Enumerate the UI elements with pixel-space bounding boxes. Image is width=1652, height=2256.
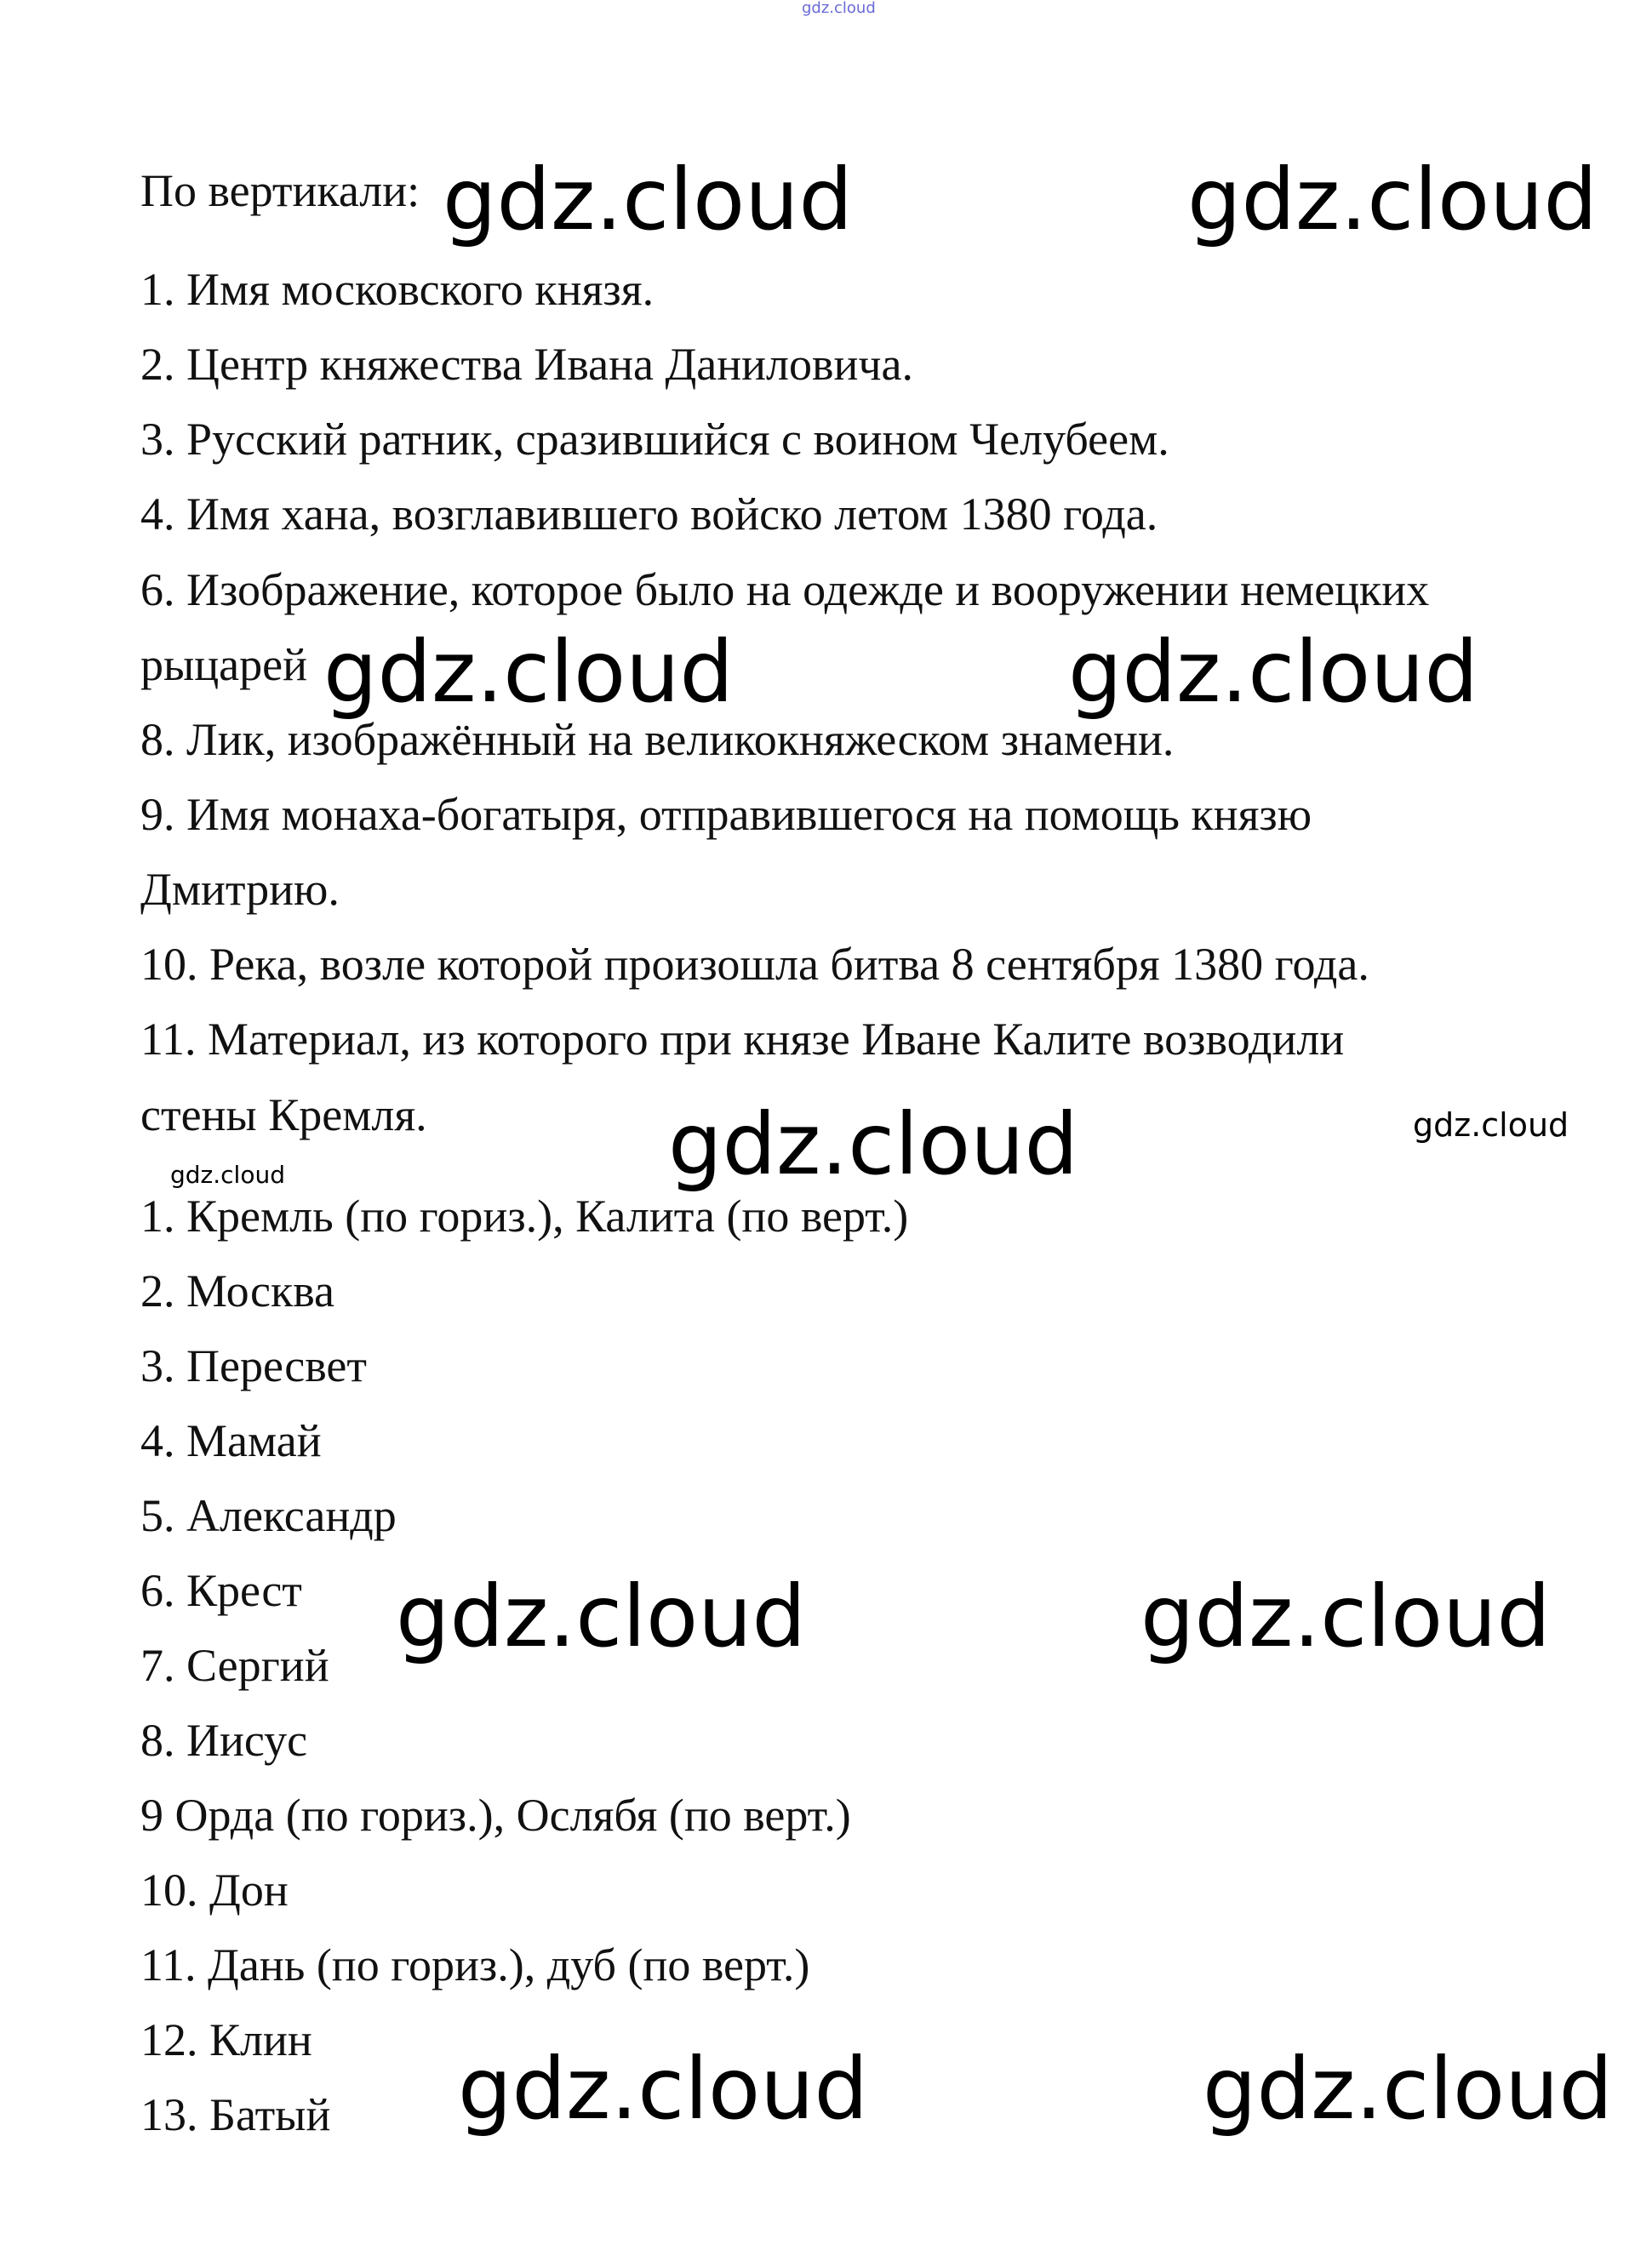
answer-line: 1. Кремль (по гориз.), Калита (по верт.): [140, 1191, 909, 1242]
watermark-small: gdz.cloud: [1413, 1106, 1569, 1144]
watermark-small: gdz.cloud: [170, 1161, 285, 1189]
watermark: gdz.cloud: [443, 150, 854, 249]
question-line: 6. Изображение, которое было на одежде и вооружении немецких: [140, 564, 1430, 615]
answer-line: 8. Иисус: [140, 1715, 308, 1766]
answer-line: 7. Сергий: [140, 1640, 329, 1691]
question-line: 10. Река, возле которой произошла битва 8 сентября 1380 года.: [140, 939, 1369, 990]
answer-line: 2. Москва: [140, 1265, 334, 1316]
watermark: gdz.cloud: [396, 1567, 807, 1666]
watermark: gdz.cloud: [668, 1094, 1079, 1194]
question-line: 2. Центр княжества Ивана Даниловича.: [140, 339, 914, 390]
answer-line: 5. Александр: [140, 1490, 397, 1541]
watermark: gdz.cloud: [1140, 1567, 1552, 1666]
answer-line: 4. Мамай: [140, 1415, 322, 1466]
watermark: gdz.cloud: [1203, 2039, 1614, 2139]
section-heading: По вертикали:: [140, 165, 420, 216]
question-line: Дмитрию.: [140, 864, 340, 915]
question-line: 9. Имя монаха-богатыря, отправившегося на помощь князю: [140, 789, 1312, 840]
answer-line: 3. Пересвет: [140, 1340, 367, 1391]
answer-line: 10. Дон: [140, 1865, 289, 1916]
question-line: 4. Имя хана, возглавившего войско летом 1380 года.: [140, 488, 1158, 540]
answer-line: 9 Орда (по гориз.), Ослябя (по верт.): [140, 1790, 851, 1841]
watermark: gdz.cloud: [458, 2039, 869, 2139]
answer-line: 11. Дань (по гориз.), дуб (по верт.): [140, 1939, 810, 1990]
question-line: стены Кремля.: [140, 1089, 427, 1140]
question-line: 3. Русский ратник, сразившийся с воином Челубеем.: [140, 414, 1169, 465]
answer-line: 6. Крест: [140, 1565, 302, 1616]
watermark: gdz.cloud: [1187, 150, 1598, 249]
watermark: gdz.cloud: [323, 622, 735, 722]
question-line: рыцарей: [140, 639, 308, 690]
watermark-top: gdz.cloud: [802, 0, 876, 17]
answer-line: 12. Клин: [140, 2014, 312, 2065]
watermark: gdz.cloud: [1068, 622, 1479, 722]
question-line: 1. Имя московского князя.: [140, 264, 655, 315]
question-line: 11. Материал, из которого при князе Иване Калите возводили: [140, 1014, 1345, 1065]
answer-line: 13. Батый: [140, 2089, 331, 2140]
question-line: 8. Лик, изображённый на великокняжеском знамени.: [140, 714, 1175, 765]
